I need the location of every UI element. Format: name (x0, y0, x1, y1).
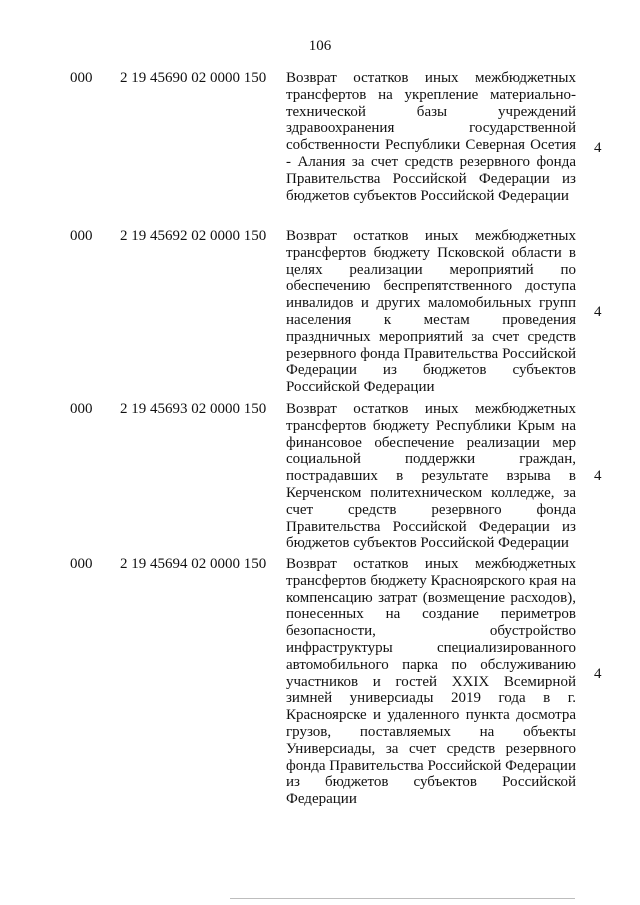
scan-edge-line (230, 898, 575, 899)
admin-code: 000 (70, 228, 93, 244)
budget-code: 2 19 45692 02 0000 150 (120, 228, 267, 244)
row-description: Возврат остатков иных межбюджетных трансфертов бюджету Красноярского края на компенсацию затрат (возмещение расходов), понесенных на создание периметров безопасности, обустройство инфраструктуры специализированного автомобильного парка по обслуживанию участников и гостей XXIX Всемирной зимней универсиады 2019 года в г. Красноярске и удаленного пункта досмотра грузов, поставляемых на объекты Универсиады, за счет средств резервного фонда Правительства Российской Федерации из бюджетов субъектов Российской Федерации (286, 556, 576, 808)
row-amount: 4 (594, 468, 602, 484)
row-description: Возврат остатков иных межбюджетных трансфертов бюджету Псковской области в целях реализации мероприятий по обеспечению беспрепятственного доступа инвалидов и других маломобильных групп населения к местам проведения праздничных мероприятий за счет средств резервного фонда Правительства Российской Федерации из бюджетов субъектов Российской Федерации (286, 228, 576, 396)
budget-code: 2 19 45694 02 0000 150 (120, 556, 267, 572)
admin-code: 000 (70, 401, 93, 417)
page-number: 106 (308, 38, 332, 54)
budget-code: 2 19 45693 02 0000 150 (120, 401, 267, 417)
budget-code: 2 19 45690 02 0000 150 (120, 70, 267, 86)
admin-code: 000 (70, 556, 93, 572)
row-amount: 4 (594, 304, 602, 320)
row-amount: 4 (594, 666, 602, 682)
row-amount: 4 (594, 140, 602, 156)
row-description: Возврат остатков иных межбюджетных трансфертов бюджету Республики Крым на финансовое обеспечение реализации мер социальной поддержки граждан, пострадавших в результате взрыва в Керченском политехническом колледже, за счет средств резервного фонда Правительства Российской Федерации из бюджетов субъектов Российской Федерации (286, 401, 576, 552)
admin-code: 000 (70, 70, 93, 86)
row-description: Возврат остатков иных межбюджетных трансфертов на укрепление материально-технической базы учреждений здравоохранения государственной собственности Республики Северная Осетия - Алания за счет средств резервного фонда Правительства Российской Федерации из бюджетов субъектов Российской Федерации (286, 70, 576, 204)
